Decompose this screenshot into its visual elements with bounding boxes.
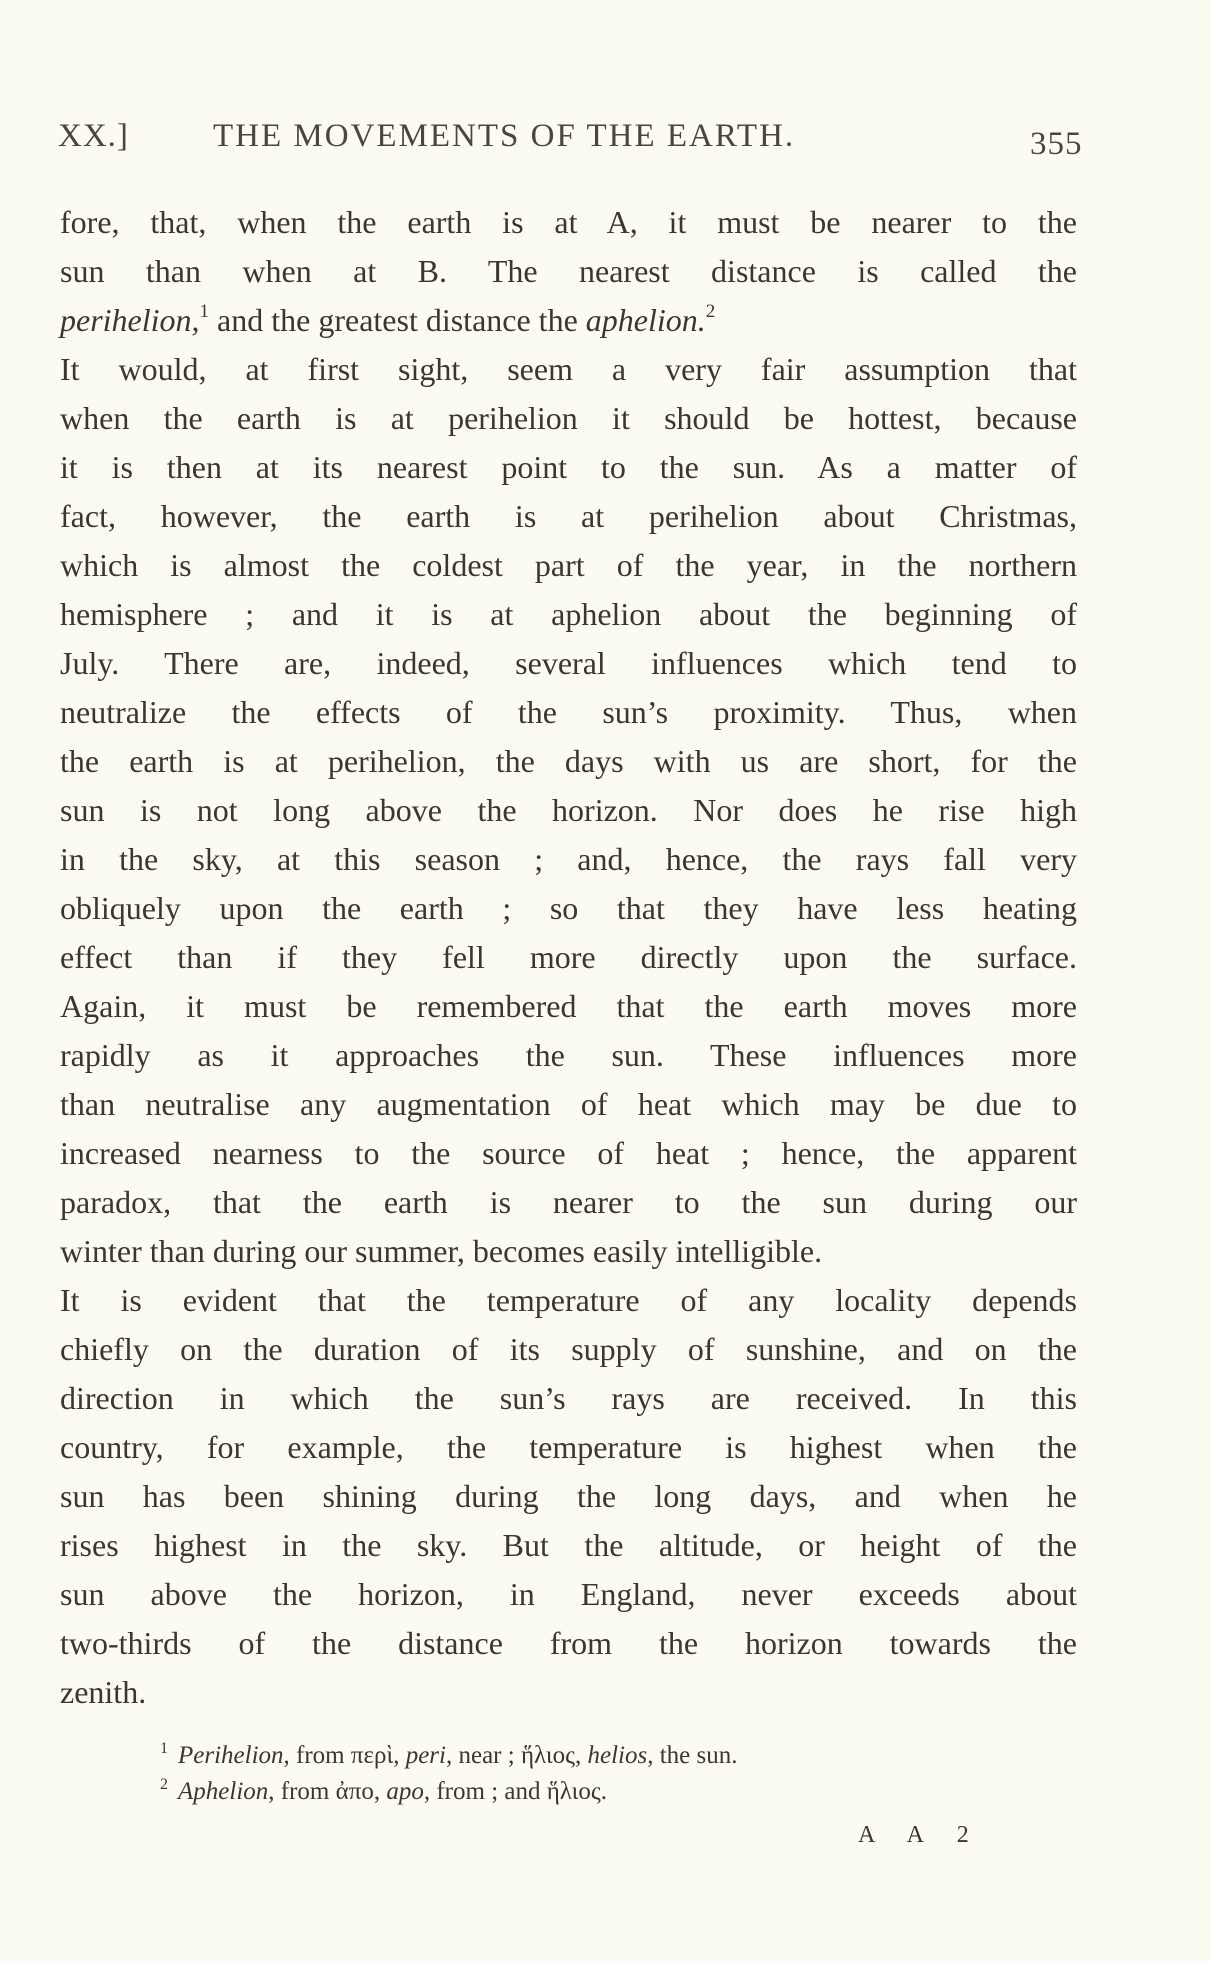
text-segment: rises highest in the sky. But the altitude, or height of the bbox=[60, 1527, 1077, 1563]
text-segment: winter than during our summer, becomes easily intelligible. bbox=[60, 1233, 823, 1269]
text-line bbox=[60, 737, 1077, 786]
text-line bbox=[60, 933, 1077, 982]
text-line bbox=[60, 1374, 1077, 1423]
text-segment: country, for example, the temperature is highest when the bbox=[60, 1429, 1077, 1465]
footnote bbox=[160, 1774, 737, 1810]
footnote-marker: 1 bbox=[160, 1740, 168, 1757]
text-segment: It is evident that the temperature of any locality depends bbox=[60, 1282, 1077, 1318]
text-line bbox=[60, 786, 1077, 835]
text-segment: Again, it must be remembered that the earth moves more bbox=[60, 988, 1077, 1024]
text-segment: in the sky, at this season ; and, hence, the rays fall very bbox=[60, 841, 1077, 877]
text-line bbox=[60, 1325, 1077, 1374]
text-line bbox=[60, 982, 1077, 1031]
text-line bbox=[60, 541, 1077, 590]
text-line bbox=[60, 884, 1077, 933]
text-line bbox=[60, 394, 1077, 443]
text-segment: perihelion, bbox=[60, 302, 200, 338]
text-line bbox=[60, 1619, 1077, 1668]
text-line bbox=[60, 1521, 1077, 1570]
text-line bbox=[60, 492, 1077, 541]
footnote bbox=[160, 1738, 737, 1774]
footnotes bbox=[160, 1738, 737, 1810]
text-segment: zenith. bbox=[60, 1674, 147, 1710]
text-segment: rapidly as it approaches the sun. These influences more bbox=[60, 1037, 1077, 1073]
chapter-marker: XX.] bbox=[58, 118, 129, 154]
text-segment: sun than when at B. The nearest distance is called the bbox=[60, 253, 1077, 289]
text-segment: when the earth is at perihelion it should be hottest, because bbox=[60, 400, 1077, 436]
text-line bbox=[60, 247, 1077, 296]
text-segment: than neutralise any augmentation of heat which may be due to bbox=[60, 1086, 1077, 1122]
text-segment: neutralize the effects of the sun’s proximity. Thus, when bbox=[60, 694, 1077, 730]
text-line bbox=[60, 345, 1077, 394]
text-segment: which is almost the coldest part of the year, in the northern bbox=[60, 547, 1077, 583]
text-segment: effect than if they fell more directly upon the surface. bbox=[60, 939, 1077, 975]
text-line bbox=[60, 639, 1077, 688]
footnote-marker: 2 bbox=[705, 301, 716, 322]
text-segment: Aphelion bbox=[178, 1778, 269, 1805]
text-segment: increased nearness to the source of heat ; hence, the apparent bbox=[60, 1135, 1077, 1171]
page-number: 355 bbox=[1030, 126, 1083, 162]
text-line bbox=[60, 1423, 1077, 1472]
text-segment: aphelion. bbox=[585, 302, 706, 338]
text-segment: fact, however, the earth is at perihelion about Christmas, bbox=[60, 498, 1077, 534]
text-line bbox=[60, 198, 1077, 247]
footnote-marker: 1 bbox=[199, 301, 210, 322]
text-segment: , from ; and ἥλιος. bbox=[423, 1778, 607, 1805]
text-segment: helios bbox=[587, 1742, 648, 1769]
text-segment: it is then at its nearest point to the sun. As a matter of bbox=[60, 449, 1077, 485]
text-segment: , the sun. bbox=[647, 1742, 738, 1769]
text-segment: direction in which the sun’s rays are received. In this bbox=[60, 1380, 1077, 1416]
text-line bbox=[60, 1570, 1077, 1619]
running-title: THE MOVEMENTS OF THE EARTH. bbox=[213, 118, 796, 154]
text-line bbox=[60, 1129, 1077, 1178]
text-line bbox=[60, 1276, 1077, 1325]
text-segment: and the greatest distance the bbox=[209, 302, 586, 338]
text-segment: obliquely upon the earth ; so that they have less heating bbox=[60, 890, 1077, 926]
text-segment: paradox, that the earth is nearer to the sun during our bbox=[60, 1184, 1077, 1220]
text-segment: the earth is at perihelion, the days with us are short, for the bbox=[60, 743, 1077, 779]
text-line bbox=[60, 1227, 1077, 1276]
text-segment: sun has been shining during the long days, and when he bbox=[60, 1478, 1077, 1514]
text-segment: , from περὶ, bbox=[283, 1742, 406, 1769]
text-segment: peri bbox=[405, 1742, 446, 1769]
text-segment: two-thirds of the distance from the horizon towards the bbox=[60, 1625, 1077, 1661]
text-line bbox=[60, 1472, 1077, 1521]
text-segment: Perihelion bbox=[178, 1742, 284, 1769]
text-segment: , from ἀπο, bbox=[268, 1778, 387, 1805]
text-line bbox=[60, 1178, 1077, 1227]
text-segment: apo bbox=[386, 1778, 424, 1805]
text-line bbox=[60, 1668, 1077, 1717]
text-segment: July. There are, indeed, several influences which tend to bbox=[60, 645, 1077, 681]
body-text bbox=[60, 198, 1077, 1717]
text-segment: sun above the horizon, in England, never exceeds about bbox=[60, 1576, 1077, 1612]
text-line bbox=[60, 443, 1077, 492]
signature-mark: A A 2 bbox=[858, 1822, 983, 1848]
text-line bbox=[60, 1080, 1077, 1129]
text-line bbox=[60, 590, 1077, 639]
text-line bbox=[60, 1031, 1077, 1080]
text-segment: chiefly on the duration of its supply of sunshine, and on the bbox=[60, 1331, 1077, 1367]
text-segment: It would, at first sight, seem a very fair assumption that bbox=[60, 351, 1077, 387]
text-line bbox=[60, 688, 1077, 737]
text-line bbox=[60, 296, 1077, 345]
text-segment: sun is not long above the horizon. Nor does he rise high bbox=[60, 792, 1077, 828]
text-segment: fore, that, when the earth is at A, it must be nearer to the bbox=[60, 204, 1077, 240]
text-segment: , near ; ἥλιος, bbox=[445, 1742, 588, 1769]
text-segment: hemisphere ; and it is at aphelion about the beginning of bbox=[60, 596, 1077, 632]
text-line bbox=[60, 835, 1077, 884]
footnote-marker: 2 bbox=[160, 1776, 168, 1793]
